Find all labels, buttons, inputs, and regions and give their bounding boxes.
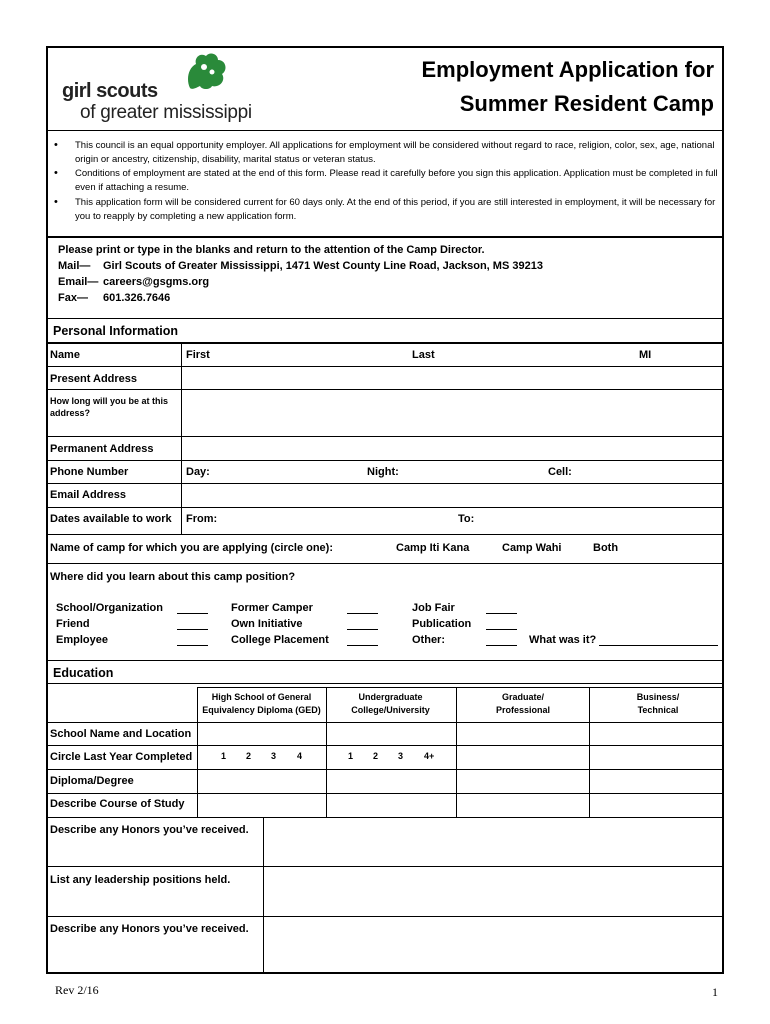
page-title-line2: Summer Resident Camp (459, 91, 714, 116)
source-employee: Employee (56, 634, 108, 646)
camp-option-iti-kana[interactable]: Camp Iti Kana (396, 542, 470, 554)
section-education-heading: Education (48, 660, 722, 684)
permanent-address-label: Permanent Address (50, 443, 154, 455)
last-name-field[interactable]: Last (412, 349, 435, 361)
mail-label: Mail— (58, 260, 91, 272)
page-number: 1 (712, 985, 718, 999)
email-label: Email— (58, 276, 99, 288)
dates-from-field[interactable]: From: (186, 513, 218, 525)
camp-prompt: Name of camp for which you are applying (circle one): (50, 542, 334, 554)
camp-option-both[interactable]: Both (593, 542, 619, 554)
notice-2: Conditions of employment are stated at the end of this form. Please read it carefully before you sign this application. Application must be completed in full even if attaching a resume. (75, 168, 718, 193)
hs-year-4[interactable]: 4 (297, 751, 303, 761)
page-title-line1: Employment Application for (421, 57, 714, 82)
hs-year-3[interactable]: 3 (271, 751, 277, 761)
source-own-initiative: Own Initiative (231, 618, 303, 630)
bullet-icon: • (54, 196, 58, 208)
hs-year-2[interactable]: 2 (246, 751, 252, 761)
present-address-field[interactable] (182, 367, 722, 389)
source-college-placement-blank[interactable] (347, 634, 378, 646)
camp-option-wahi[interactable]: Camp Wahi (502, 542, 562, 554)
ug-year-2[interactable]: 2 (373, 751, 379, 761)
what-was-it-blank[interactable] (599, 634, 718, 646)
honors2-field[interactable] (264, 917, 722, 972)
edu-row-course: Describe Course of Study (50, 798, 185, 810)
fax-label: Fax— (58, 292, 88, 304)
edu-col-highschool: High School of General Equivalency Diploma (GED) (202, 692, 321, 715)
source-former-camper-blank[interactable] (347, 602, 378, 614)
mail-value: Girl Scouts of Greater Mississippi, 1471 West County Line Road, Jackson, MS 39213 (103, 260, 543, 272)
how-long-field[interactable] (182, 390, 722, 436)
source-publication-blank[interactable] (486, 618, 517, 630)
phone-label: Phone Number (50, 466, 129, 478)
edu-col-business: Business/ Technical (636, 692, 680, 715)
learn-prompt: Where did you learn about this camp position? (50, 571, 296, 583)
leadership-field[interactable] (264, 867, 722, 916)
bullet-icon: • (54, 167, 58, 179)
hs-year-1[interactable]: 1 (221, 751, 227, 761)
dates-available-label: Dates available to work (50, 513, 172, 525)
what-was-it-label: What was it? (529, 634, 597, 646)
trefoil-icon (182, 52, 230, 90)
ug-year-3[interactable]: 3 (398, 751, 404, 761)
leadership-label: List any leadership positions held. (50, 874, 231, 886)
dates-to-field[interactable]: To: (458, 513, 475, 525)
source-other-blank[interactable] (486, 634, 517, 646)
name-label: Name (50, 349, 80, 361)
edu-col-undergraduate: Undergraduate College/University (351, 692, 430, 715)
notice-1: This council is an equal opportunity employer. All applications for employment will be considered without regard to race, religion, color, sex, age, national origin or ancestry, citizenship, disability, marital status or veteran status. (75, 140, 715, 165)
phone-cell-field[interactable]: Cell: (548, 466, 572, 478)
logo-line1: girl scouts (62, 80, 158, 102)
honors-field[interactable] (264, 818, 722, 866)
logo (62, 52, 262, 126)
mi-field[interactable]: MI (639, 349, 652, 361)
email-value[interactable]: careers@gsgms.org (103, 276, 210, 288)
how-long-label: How long will you be at this address? (50, 396, 169, 418)
source-publication: Publication (412, 618, 472, 630)
source-school: School/Organization (56, 602, 163, 614)
email-address-label: Email Address (50, 489, 127, 501)
ug-year-1[interactable]: 1 (348, 751, 354, 761)
source-employee-blank[interactable] (177, 634, 208, 646)
edu-row-last-year: Circle Last Year Completed (50, 751, 193, 763)
ug-year-4plus[interactable]: 4+ (424, 751, 435, 761)
present-address-label: Present Address (50, 373, 138, 385)
edu-row-diploma: Diploma/Degree (50, 775, 134, 787)
bullet-icon: • (54, 139, 58, 151)
source-college-placement: College Placement (231, 634, 329, 646)
instructions-line: Please print or type in the blanks and return to the attention of the Camp Director. (58, 244, 485, 256)
fax-value: 601.326.7646 (103, 292, 171, 304)
source-friend: Friend (56, 618, 90, 630)
edu-row-school-name: School Name and Location (50, 728, 192, 740)
source-friend-blank[interactable] (177, 618, 208, 630)
source-job-fair-blank[interactable] (486, 602, 517, 614)
first-name-field[interactable]: First (186, 349, 210, 361)
source-former-camper: Former Camper (231, 602, 313, 614)
source-job-fair: Job Fair (412, 602, 455, 614)
source-school-blank[interactable] (177, 602, 208, 614)
logo-line2: of greater mississippi (80, 102, 252, 123)
revision-label: Rev 2/16 (55, 983, 99, 997)
honors-label: Describe any Honors you’ve received. (50, 824, 249, 836)
source-other: Other: (412, 634, 445, 646)
honors2-label: Describe any Honors you’ve received. (50, 923, 249, 935)
notice-3: This application form will be considered current for 60 days only. At the end of this period, if you are still interested in employment, it will be necessary for you to reapply by completing a new application form. (75, 197, 716, 222)
phone-night-field[interactable]: Night: (367, 466, 399, 478)
source-own-initiative-blank[interactable] (347, 618, 378, 630)
section-personal-heading: Personal Information (48, 318, 722, 343)
permanent-address-field[interactable] (182, 437, 722, 460)
email-address-field[interactable] (182, 484, 722, 507)
phone-day-field[interactable]: Day: (186, 466, 210, 478)
edu-col-graduate: Graduate/ Professional (495, 692, 551, 715)
